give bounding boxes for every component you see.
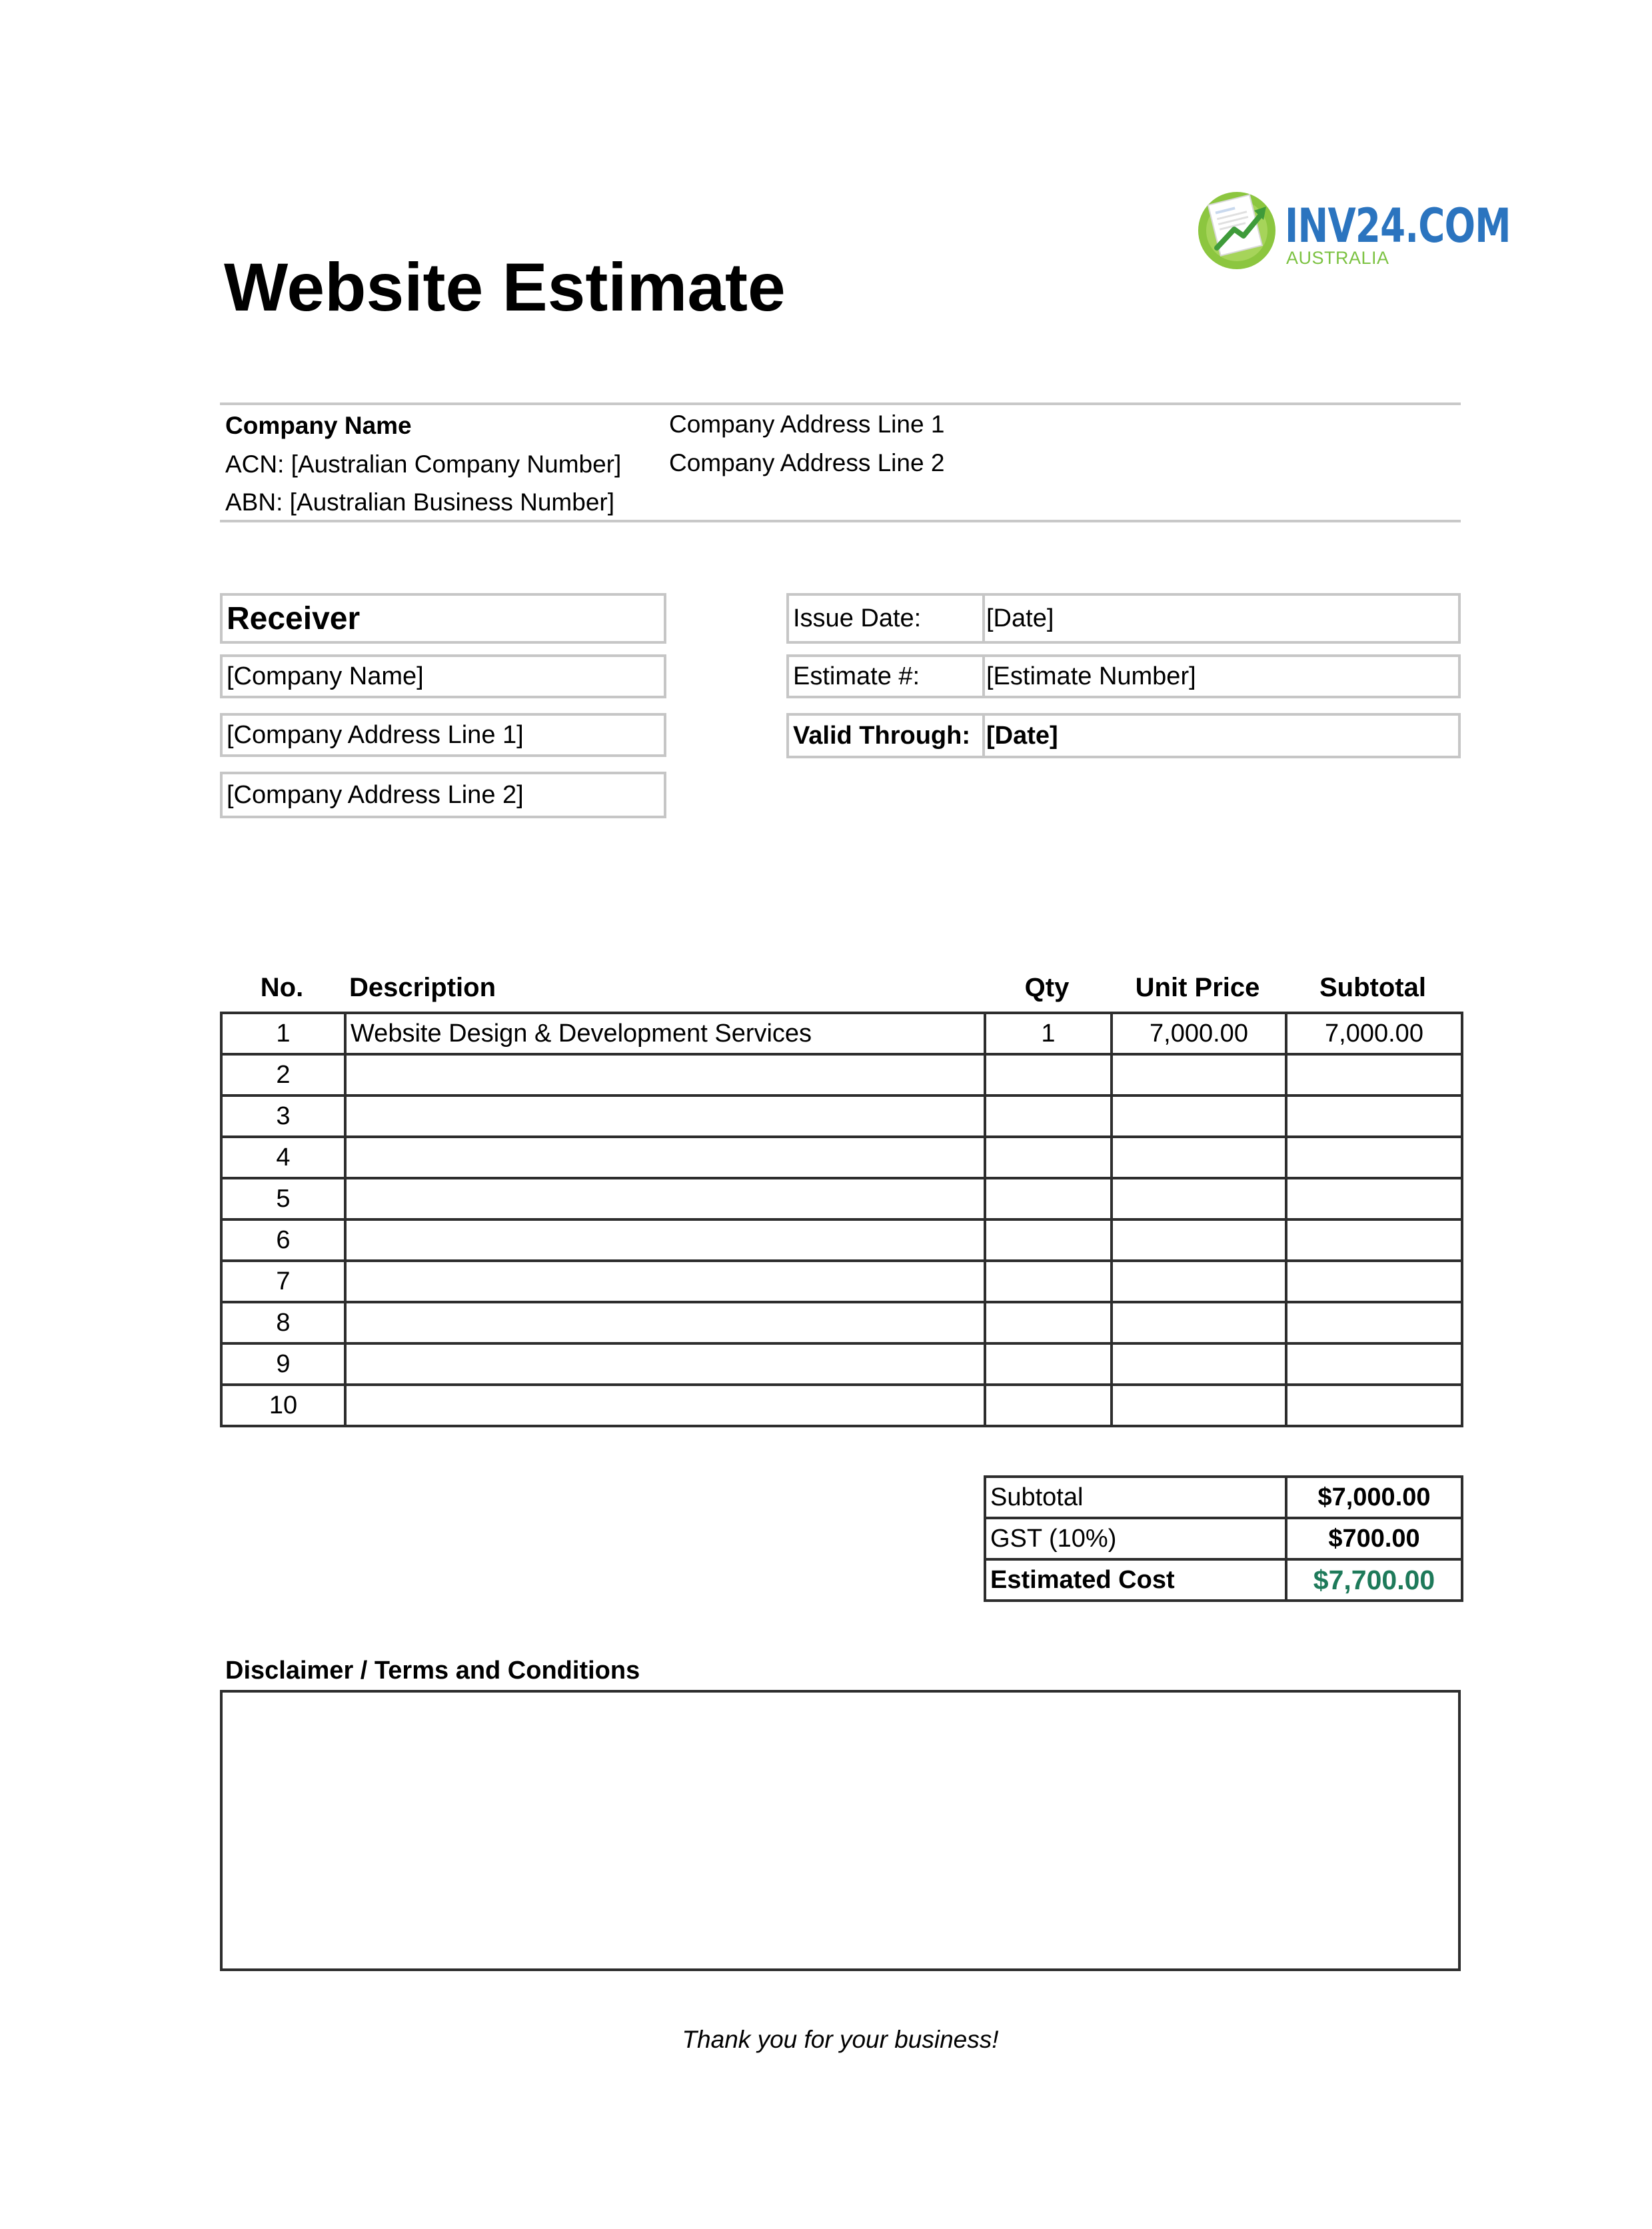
receiver-address-line-2: [Company Address Line 2]	[227, 780, 524, 809]
disclaimer-label: Disclaimer / Terms and Conditions	[225, 1657, 640, 1685]
issue-date-label: Issue Date:	[793, 604, 922, 632]
header-description: Description	[349, 973, 496, 1002]
cell-unit-price[interactable]	[1112, 1385, 1286, 1426]
cell-subtotal[interactable]	[1286, 1219, 1462, 1261]
cell-description[interactable]	[345, 1343, 985, 1385]
cell-no: 5	[221, 1178, 345, 1219]
table-row	[221, 1178, 1462, 1219]
estimate-number-row	[786, 654, 1461, 698]
receiver-address-1-field[interactable]	[220, 713, 666, 757]
table-row	[221, 1302, 1462, 1343]
company-address-line-2: Company Address Line 2	[669, 449, 945, 476]
issue-date-row	[786, 593, 1461, 644]
company-abn: ABN: [Australian Business Number]	[225, 488, 615, 516]
cell-no: 8	[221, 1302, 345, 1343]
cell-unit-price[interactable]	[1112, 1302, 1286, 1343]
cell-subtotal[interactable]	[1286, 1137, 1462, 1178]
estimated-cost-label: Estimated Cost	[985, 1559, 1286, 1601]
cell-qty[interactable]	[985, 1343, 1112, 1385]
cell-subtotal[interactable]	[1286, 1385, 1462, 1426]
cell-no: 9	[221, 1343, 345, 1385]
table-row	[221, 1054, 1462, 1096]
company-name: Company Name	[225, 412, 412, 439]
table-row	[221, 1219, 1462, 1261]
cell-qty[interactable]	[985, 1385, 1112, 1426]
cell-no: 3	[221, 1096, 345, 1137]
table-row	[221, 1343, 1462, 1385]
cell-qty[interactable]	[985, 1302, 1112, 1343]
cell-no: 1	[221, 1013, 345, 1054]
disclaimer-textarea[interactable]	[220, 1690, 1461, 1971]
cell-unit-price[interactable]	[1112, 1343, 1286, 1385]
table-row	[221, 1385, 1462, 1426]
cell-description[interactable]	[345, 1219, 985, 1261]
cell-unit-price[interactable]	[1112, 1096, 1286, 1137]
cell-qty[interactable]	[985, 1054, 1112, 1096]
cell-qty[interactable]	[985, 1178, 1112, 1219]
cell-unit-price[interactable]	[1112, 1178, 1286, 1219]
cell-no: 4	[221, 1137, 345, 1178]
cell-unit-price[interactable]	[1112, 1261, 1286, 1302]
header-unit-price: Unit Price	[1135, 973, 1260, 1002]
cell-subtotal[interactable]	[1286, 1261, 1462, 1302]
top-divider	[220, 402, 1461, 405]
subtotal-row	[985, 1477, 1462, 1518]
gst-label: GST (10%)	[985, 1518, 1286, 1559]
cell-subtotal[interactable]	[1286, 1302, 1462, 1343]
cell-subtotal[interactable]	[1286, 1343, 1462, 1385]
cell-description[interactable]	[345, 1261, 985, 1302]
cell-unit-price[interactable]	[1112, 1137, 1286, 1178]
cell-no: 7	[221, 1261, 345, 1302]
bottom-divider	[220, 520, 1461, 522]
cell-unit-price[interactable]	[1112, 1054, 1286, 1096]
page-title: Website Estimate	[224, 249, 786, 325]
valid-through-value[interactable]: [Date]	[986, 721, 1058, 750]
receiver-company-name: [Company Name]	[227, 662, 424, 690]
gst-row	[985, 1518, 1462, 1559]
logo-document-icon	[1197, 187, 1283, 273]
cell-no: 2	[221, 1054, 345, 1096]
header-subtotal: Subtotal	[1319, 973, 1426, 1002]
valid-through-row	[786, 713, 1461, 758]
valid-through-label: Valid Through:	[793, 721, 970, 750]
receiver-address-2-field[interactable]	[220, 772, 666, 818]
receiver-company-field[interactable]	[220, 654, 666, 698]
cell-unit-price[interactable]	[1112, 1219, 1286, 1261]
line-items-table	[220, 1012, 1463, 1427]
estimated-cost-row	[985, 1559, 1462, 1601]
table-row	[221, 1013, 1462, 1054]
cell-subtotal[interactable]: 7,000.00	[1286, 1013, 1462, 1054]
header-no: No.	[260, 973, 304, 1002]
cell-description[interactable]	[345, 1302, 985, 1343]
logo-wordmark: INV24.COM	[1285, 199, 1511, 253]
thank-you-note: Thank you for your business!	[682, 2026, 999, 2053]
receiver-heading-box	[220, 593, 666, 644]
company-address-line-1: Company Address Line 1	[669, 410, 945, 438]
cell-qty[interactable]	[985, 1261, 1112, 1302]
cell-qty[interactable]	[985, 1219, 1112, 1261]
cell-unit-price[interactable]: 7,000.00	[1112, 1013, 1286, 1054]
cell-subtotal[interactable]	[1286, 1178, 1462, 1219]
table-row	[221, 1137, 1462, 1178]
brand-logo	[1197, 187, 1511, 273]
receiver-heading: Receiver	[227, 600, 361, 636]
logo-subtitle: AUSTRALIA	[1286, 248, 1389, 268]
cell-description[interactable]	[345, 1385, 985, 1426]
company-acn: ACN: [Australian Company Number]	[225, 450, 622, 478]
cell-description[interactable]	[345, 1054, 985, 1096]
cell-no: 6	[221, 1219, 345, 1261]
receiver-address-line-1: [Company Address Line 1]	[227, 720, 524, 749]
issue-date-value[interactable]: [Date]	[986, 604, 1054, 632]
cell-subtotal[interactable]	[1286, 1096, 1462, 1137]
table-row	[221, 1096, 1462, 1137]
subtotal-label: Subtotal	[985, 1477, 1286, 1518]
cell-description[interactable]	[345, 1137, 985, 1178]
cell-no: 10	[221, 1385, 345, 1426]
cell-subtotal[interactable]	[1286, 1054, 1462, 1096]
cell-description[interactable]: Website Design & Development Services	[345, 1013, 985, 1054]
cell-qty[interactable]	[985, 1096, 1112, 1137]
cell-description[interactable]	[345, 1096, 985, 1137]
gst-value: $700.00	[1286, 1518, 1462, 1559]
table-row	[221, 1261, 1462, 1302]
cell-description[interactable]	[345, 1178, 985, 1219]
cell-qty[interactable]	[985, 1137, 1112, 1178]
subtotal-value: $7,000.00	[1286, 1477, 1462, 1518]
estimate-number-label: Estimate #:	[793, 662, 920, 690]
cell-qty[interactable]: 1	[985, 1013, 1112, 1054]
estimate-number-value[interactable]: [Estimate Number]	[986, 662, 1196, 690]
header-qty: Qty	[1024, 973, 1070, 1002]
totals-table	[984, 1475, 1463, 1602]
estimated-cost-value: $7,700.00	[1286, 1559, 1462, 1601]
